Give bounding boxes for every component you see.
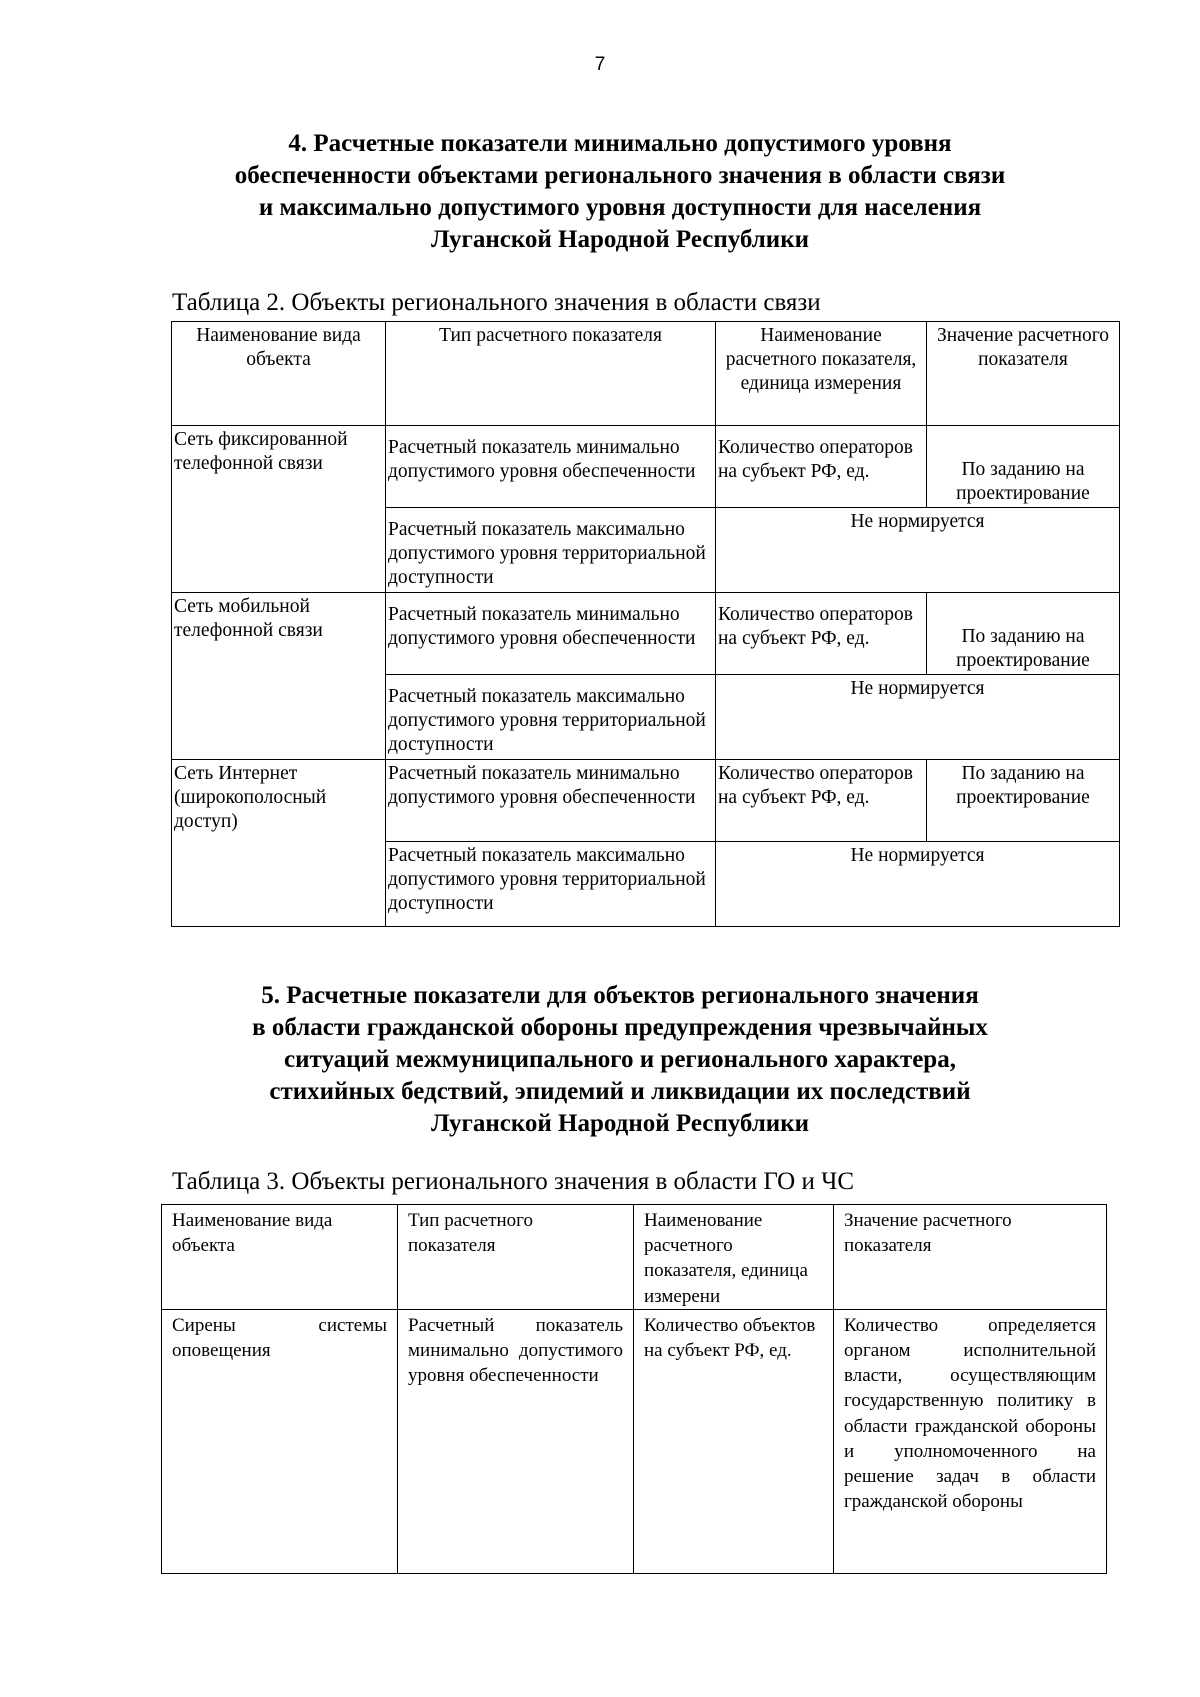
object-name-cell: Сеть фиксированной телефонной связи (172, 426, 386, 593)
page-number: 7 (594, 54, 606, 75)
table-header-row (162, 1205, 1107, 1310)
object-name-cell: Сеть мобильной телефонной связи (172, 593, 386, 760)
heading-line: ситуаций межмуниципального и регионального характера, (284, 1046, 956, 1073)
header-cell: Значение расчетного показателя (834, 1205, 1107, 1310)
header-cell: Значение расчетного показателя (927, 322, 1120, 426)
table-row (172, 426, 1120, 508)
section-5-heading (170, 980, 1070, 1140)
table-3 (161, 1204, 1107, 1574)
indicator-value-cell: По заданию на проектирование (927, 760, 1120, 842)
header-cell: Тип расчетного показателя (386, 322, 716, 426)
header-cell: Наименование расчетного показателя, единица измерения (716, 322, 927, 426)
indicator-type-cell: Расчетный показатель минимально допустимого уровня обеспеченности (386, 760, 716, 842)
heading-line: 5. Расчетные показатели для объектов регионального значения (261, 982, 979, 1009)
indicator-name-cell: Количество объектов на субъект РФ, ед. (634, 1309, 834, 1573)
table-2-caption: Таблица 2. Объекты регионального значения в области связи (172, 289, 821, 316)
indicator-type-cell: Расчетный показатель минимально допустимого уровня обеспеченности (398, 1309, 634, 1573)
indicator-name-cell: Количество операторов на субъект РФ, ед. (716, 593, 927, 675)
table-row (162, 1309, 1107, 1573)
table-2 (171, 321, 1120, 927)
header-cell: Тип расчетного показателя (398, 1205, 634, 1310)
object-name-cell: Сирены системы оповещения (162, 1309, 398, 1573)
indicator-type-cell: Расчетный показатель максимально допустимого уровня территориальной доступности (386, 675, 716, 760)
indicator-value-cell: Количество определяется органом исполнительной власти, осуществляющим государственную политику в области гражданской обороны и уполномоченного на решение задач в области гражданской обороны (834, 1309, 1107, 1573)
heading-line: в области гражданской обороны предупреждения чрезвычайных (252, 1014, 988, 1041)
header-cell: Наименование вида объекта (162, 1205, 398, 1310)
not-normalized-cell: Не нормируется (716, 508, 1120, 593)
object-name-cell: Сеть Интернет (широкополосный доступ) (172, 760, 386, 927)
header-cell: Наименование расчетного показателя, единица измерени (634, 1205, 834, 1310)
section-4-heading (170, 128, 1070, 256)
header-cell: Наименование вида объекта (172, 322, 386, 426)
not-normalized-cell: Не нормируется (716, 842, 1120, 927)
indicator-type-cell: Расчетный показатель минимально допустимого уровня обеспеченности (386, 426, 716, 508)
indicator-type-cell: Расчетный показатель максимально допустимого уровня территориальной доступности (386, 508, 716, 593)
heading-line: Луганской Народной Республики (430, 226, 810, 253)
indicator-value-cell: По заданию на проектирование (927, 426, 1120, 508)
table-header-row (172, 322, 1120, 426)
indicator-name-cell: Количество операторов на субъект РФ, ед. (716, 760, 927, 842)
heading-line: стихийных бедствий, эпидемий и ликвидации их последствий (269, 1078, 971, 1105)
indicator-type-cell: Расчетный показатель максимально допустимого уровня территориальной доступности (386, 842, 716, 927)
table-3-caption: Таблица 3. Объекты регионального значения в области ГО и ЧС (172, 1168, 855, 1195)
indicator-name-cell: Количество операторов на субъект РФ, ед. (716, 426, 927, 508)
heading-line: Луганской Народной Республики (430, 1110, 810, 1137)
heading-line: и максимально допустимого уровня доступности для населения (258, 194, 982, 221)
table-row (172, 760, 1120, 842)
table-row (172, 593, 1120, 675)
not-normalized-cell: Не нормируется (716, 675, 1120, 760)
indicator-value-cell: По заданию на проектирование (927, 593, 1120, 675)
heading-line: обеспеченности объектами регионального значения в области связи (234, 162, 1006, 189)
heading-line: 4. Расчетные показатели минимально допустимого уровня (288, 130, 952, 157)
indicator-type-cell: Расчетный показатель минимально допустимого уровня обеспеченности (386, 593, 716, 675)
